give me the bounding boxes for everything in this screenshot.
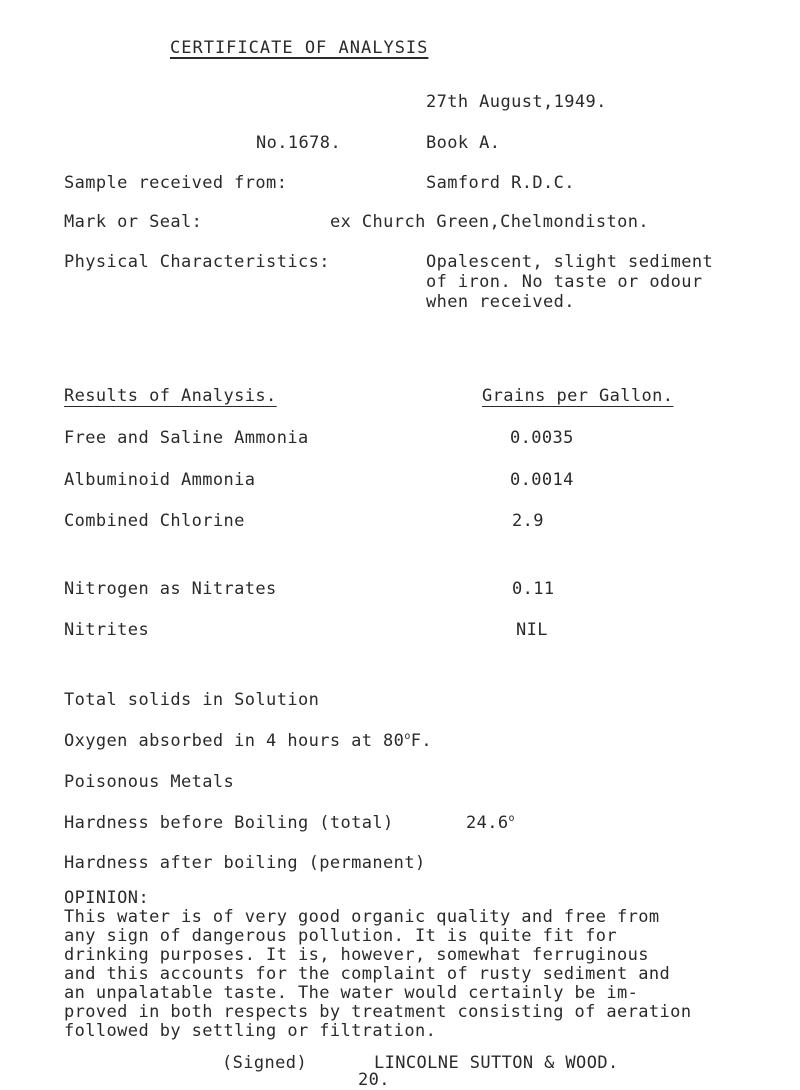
result-name: Albuminoid Ammonia [64, 470, 256, 490]
opinion-line: and this accounts for the complaint of rusty sediment and [64, 964, 671, 984]
total-solids: Total solids in Solution [64, 690, 320, 710]
oxygen-text: Oxygen absorbed in 4 hours at 80 [64, 731, 405, 751]
physical-label: Physical Characteristics: [64, 252, 330, 272]
hardness-before-value [466, 813, 515, 836]
oxygen-absorbed [64, 731, 432, 754]
opinion-line: any sign of dangerous pollution. It is quite fit for [64, 926, 618, 946]
certificate-number: No.1678. [256, 133, 342, 153]
result-value: NIL [516, 620, 548, 640]
result-value: 0.0014 [510, 470, 574, 490]
document-title: CERTIFICATE OF ANALYSIS [170, 38, 429, 58]
hardness-after: Hardness after boiling (permanent) [64, 853, 426, 873]
physical-line: of iron. No taste or odour [426, 272, 703, 292]
opinion-line: drinking purposes. It is, however, somewhat ferruginous [64, 945, 649, 965]
opinion-header: OPINION: [64, 888, 150, 908]
results-header: Results of Analysis. [64, 386, 277, 406]
oxygen-unit: F. [410, 731, 433, 751]
degree-sign: o [508, 813, 515, 824]
signed-label: (Signed) [222, 1053, 308, 1073]
result-name: Nitrites [64, 620, 150, 640]
physical-line: Opalescent, slight sediment [426, 252, 714, 272]
result-name: Free and Saline Ammonia [64, 428, 309, 448]
hardness-before-number: 24.6 [466, 813, 509, 833]
opinion-line: This water is of very good organic quality and free from [64, 907, 660, 927]
result-name: Combined Chlorine [64, 511, 245, 531]
book-reference: Book A. [426, 133, 501, 153]
opinion-line: proved in both respects by treatment consisting of aeration [64, 1002, 692, 1022]
units-header: Grains per Gallon. [482, 386, 674, 406]
degree-sign: o [404, 731, 411, 742]
page-number: 20. [358, 1070, 390, 1090]
result-value: 2.9 [512, 511, 544, 531]
signatory-name: LINCOLNE SUTTON & WOOD. [374, 1053, 619, 1073]
physical-line: when received. [426, 292, 575, 312]
poisonous-metals: Poisonous Metals [64, 772, 235, 792]
opinion-line: an unpalatable taste. The water would certainly be im- [64, 983, 639, 1003]
sample-value: Samford R.D.C. [426, 173, 575, 193]
mark-label: Mark or Seal: [64, 212, 203, 232]
result-name: Nitrogen as Nitrates [64, 579, 277, 599]
result-value: 0.0035 [510, 428, 574, 448]
opinion-line: followed by settling or filtration. [64, 1021, 437, 1041]
mark-value: ex Church Green,Chelmondiston. [330, 212, 650, 232]
sample-label: Sample received from: [64, 173, 288, 193]
result-value: 0.11 [512, 579, 555, 599]
hardness-before-label: Hardness before Boiling (total) [64, 813, 394, 833]
certificate-date: 27th August,1949. [426, 92, 607, 112]
